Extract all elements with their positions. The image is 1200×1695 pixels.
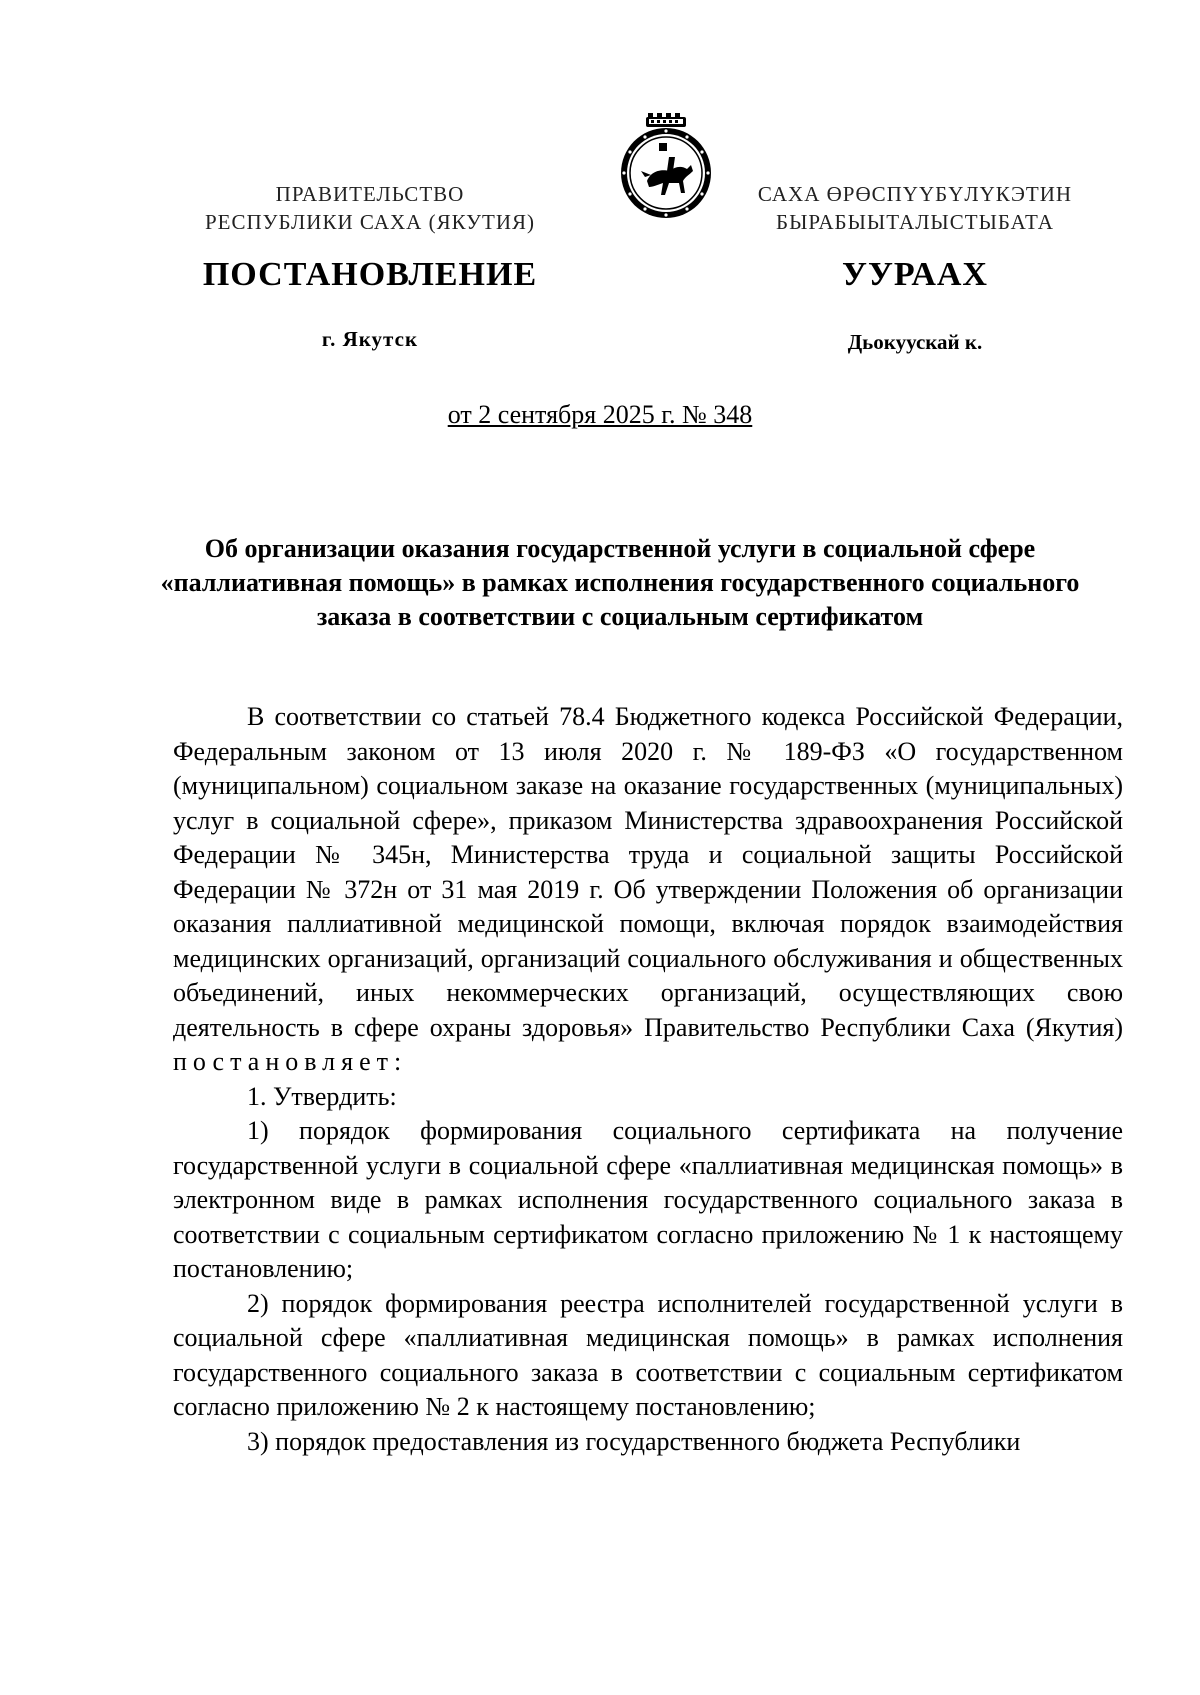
- doc-type-russian: ПОСТАНОВЛЕНИЕ: [202, 256, 538, 293]
- org-right-line2: БЫРАБЫЫТАЛЫСТЫБАТА: [776, 210, 1054, 234]
- subitem-1-paragraph: 1) порядок формирования социального сертификата на получение государственной услуги в социальной сфере «паллиативная медицинская помощь» в электронном виде в рамках исполнения государственного социального заказа в соответствии с социальным сертификатом согласно приложению № 1 к настоящему постановлению;: [173, 1116, 1123, 1283]
- document-date-number: [0, 400, 1200, 430]
- city-russian: г. Якутск: [321, 327, 419, 351]
- subitem-3-paragraph: 3) порядок предоставления из государственного бюджета Республики: [247, 1426, 1021, 1456]
- document-body: [173, 700, 1123, 1459]
- doc-type-yakut: УУРААХ: [842, 256, 988, 293]
- item-1-paragraph: 1. Утвердить:: [247, 1081, 397, 1111]
- preamble-text: В соответствии со статьей 78.4 Бюджетного кодекса Российской Федерации, Федеральным законом от 13 июля 2020 г. № 189-ФЗ «О государственном (муниципальном) социальном заказе на оказание государственных (муниципальных) услуг в социальной сфере», приказом Министерства здравоохранения Российской Федерации № 345н, Министерства труда и социальной защиты Российской Федерации № 372н от 31 мая 2019 г. Об утверждении Положения об организации оказания паллиативной медицинской помощи, включая порядок взаимодействия медицинских организаций, организаций социального обслуживания и общественных объединений, иных некоммерческих организаций, осуществляющих свою деятельность в сфере охраны здоровья» Правительство Республики Саха (Якутия): [173, 702, 1123, 1042]
- org-name-left: [170, 180, 570, 236]
- org-right-line1: САХА ӨРӨСПҮҮБҮЛҮКЭТИН: [757, 182, 1073, 206]
- emblem-graphic: [611, 113, 721, 223]
- city-yakut: Дьокуускай к.: [847, 330, 983, 354]
- org-left-line1: ПРАВИТЕЛЬСТВО: [275, 182, 465, 206]
- resolves-word: постановляет:: [173, 1047, 408, 1076]
- org-name-right: [735, 180, 1095, 236]
- document-title: Об организации оказания государственной услуги в социальной сфере «паллиативная помощь» в рамках исполнения государственного социального заказа в соответствии с социальным сертификатом: [160, 534, 1080, 631]
- org-left-line2: РЕСПУБЛИКИ САХА (ЯКУТИЯ): [204, 210, 536, 234]
- subitem-2-paragraph: 2) порядок формирования реестра исполнителей государственной услуги в социальной сфере «паллиативная медицинская помощь» в рамках исполнения государственного социального заказа в соответствии с социальным сертификатом согласно приложению № 2 к настоящему постановлению;: [173, 1288, 1123, 1421]
- coat-of-arms-emblem-icon: [611, 113, 721, 223]
- date-number-text: от 2 сентября 2025 г. № 348: [447, 400, 753, 429]
- preamble-paragraph: [173, 700, 1123, 1080]
